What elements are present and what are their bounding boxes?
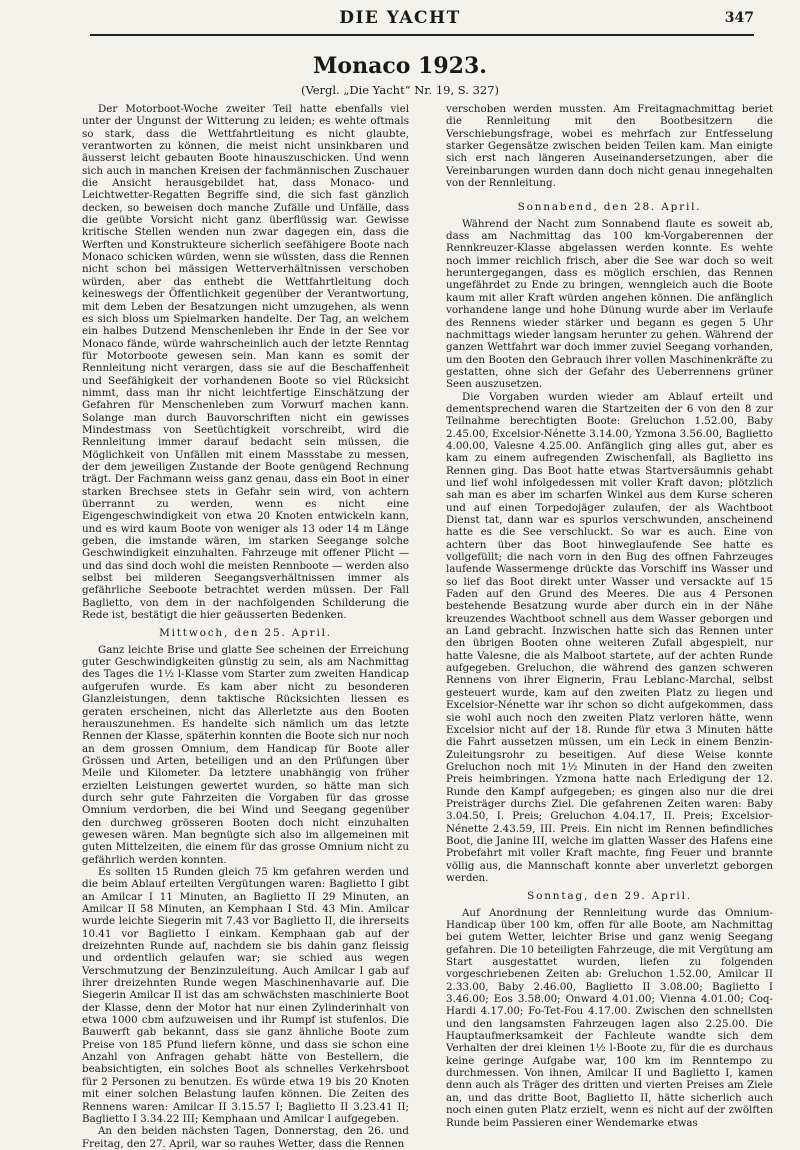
paragraph: Auf Anordnung der Rennleitung wurde das Omnium-Handicap über 100 km, offen für alle Boote, am Nachmittag bei gutem Wetter, leichter Brise und ganz wenig Seegang gefahren. Die 10 beteiligten Fahrzeuge, die mit Vergütung am Start ausgestattet wurden, liefen zu folgenden vorgeschriebenen Zeiten ab: Greluchon 1.52.00, Amilcar II 2.33.00, Baby 2.46.00, Baglietto II 3.08.00; Baglietto I 3.46.00; Eos 3.58.00; Onward 4.01.00; Vienna 4.01.00; Coq-Hardi 4.17.00; Fo-Tet-Fou 4.17.00. Zwischen den schnellsten und den langsamsten Fahrzeugen lagen also 2.25.00. Die Hauptaufmerksamkeit der Fachleute wandte sich dem Verhalten der drei kleinen 1½ l-Boote zu, für die es durchaus keine geringe Aufgabe war, 100 km im Renntempo zu durchmessen. Von ihnen, Amilcar II und Baglietto I, kamen denn auch als Träger des dritten und vierten Preises am Ziele an, und das dritte Boot, Baglietto II, hätte sicherlich auch noch einen guten Platz erzielt, wenn es nicht auf der zwölften Runde beim Passieren einer Wendemarke etwas: [446, 906, 773, 1129]
paragraph: An den beiden nächsten Tagen, Donnerstag, den 26. und Freitag, den 27. April, war so rauhes Wetter, dass die Rennen: [82, 1125, 409, 1150]
paragraph: Die Vorgaben wurden wieder am Ablauf erteilt und dementsprechend waren die Startzeiten der 6 von den 8 zur Teilnahme berechtigten Boote: Greluchon 1.52.00, Baby 2.45.00, Excelsior-Nénette 3.14.00, Yzmona 3.56.00, Baglietto 4.00.00, Valesne 4.25.00. Anfänglich ging alles gut, aber es kam zu einem aufregenden Zwischenfall, als Baglietto ins Rennen ging. Das Boot hatte etwas Startversäumnis gehabt und lief wohl infolgedessen mit voller Kraft davon; plötzlich sah man es aber im scharfen Winkel aus dem Kurse scheren und auf einen Torpedojäger zulaufen, der als Wachtboot Dienst tat, dann war es spurlos verschwunden, anscheinend hatte es die See verschluckt. So war es auch. Eine von achtern über das Boot hinweglaufende See hatte es vollgefüllt; die nach vorn in den Bug des offnen Fahrzeuges laufende Wassermenge drückte das Vorschiff ins Wasser und so lief das Boot direkt unter Wasser und versackte auf 15 Faden auf den Grund des Meeres. Die aus 4 Personen bestehende Besatzung wurde aber durch ein in der Nähe kreuzendes Wachtboot schnell aus dem Wasser geborgen und an Land gebracht. Inzwischen hatte sich das Rennen unter den übrigen Booten ohne weiteren Zufall abgespielt, nur hatte Valesne, die als Malboot startete, auf der achten Runde aufgegeben. Greluchon, die während des ganzen schweren Rennens von ihrer Eignerin, Frau Leblanc-Marchal, selbst gesteuert wurde, kam auf den zweiten Platz zu liegen und Excelsior-Nénette war ihr schon so dicht aufgekommen, dass sie wohl auch noch den zweiten Platz verloren hätte, wenn Excelsior nicht auf der 18. Runde für etwa 3 Minuten hätte die Fahrt aussetzen müssen, um ein Leck in einem Benzin-Zuleitungsrohr zu beseitigen. Auf diese Weise konnte Greluchon noch mit 1½ Minuten in der Hand den zweiten Preis heimbringen. Yzmona hatte nach Erledigung der 12. Runde den Kampf aufgegeben; es gingen also nur die drei Preisträger durchs Ziel. Die gefahrenen Zeiten waren: Baby 3.04.50, I. Preis; Greluchon 4.04.17, II. Preis; Excelsior-Nénette 2.43.59, III. Preis. Ein nicht im Rennen befindliches Boot, die Janine III, welche im glatten Wasser des Hafens eine Probefahrt mit voller Kraft machte, fing Feuer und brannte völlig aus, die Mannschaft konnte aber unverletzt geborgen werden.: [446, 390, 773, 884]
right-column: [446, 103, 773, 1129]
left-column: [82, 103, 409, 1150]
section-heading-wednesday: Mittwoch, den 25. April.: [159, 627, 332, 640]
continued-paragraph: verschoben werden mussten. Am Freitagnachmittag beriet die Rennleitung mit den Bootbesitzern die Verschiebungsfrage, wobei es mehrfach zur Entfesselung starker Gegensätze zwischen beiden Teilen kam. Man einigte sich erst nach längeren Auseinandersetzungen, aber die Vereinbarungen wurden dann doch nicht genau innegehalten von der Rennleitung.: [446, 103, 773, 190]
intro-paragraph: Der Motorboot-Woche zweiter Teil hatte ebenfalls viel unter der Ungunst der Witterung zu leiden; es wehte oftmals so stark, dass die Wettfahrtleitung es nicht glaubte, verantworten zu können, die meist nicht unsinkbaren und äusserst leicht gebauten Boote hinauszuschicken. Und wenn sich auch in manchen Kreisen der fachmännischen Zuschauer die Ansicht herausgebildet hat, dass Monaco- und Leichtwetter-Regatten Begriffe sind, die sich fast gänzlich decken, so beweisen doch manche Zufälle und Unfälle, dass die geübte Vorsicht nicht ganz überflüssig war. Gewisse kritische Stellen wenden nun zwar dagegen ein, dass die Werften und Konstrukteure sicherlich seefähigere Boote nach Monaco schicken würden, wenn sie wüssten, dass die Rennen nicht schon bei mässigen Wetterverhältnissen verschoben würden, aber das enthebt die Wettfahrtleitung doch keineswegs der Öffentlichkeit gegenüber der Verantwortung, mit dem Leben der Besatzungen nicht umzugehen, als wenn es sich bloss um Spielmarken handelte. Der Tag, an welchem ein halbes Dutzend Menschenleben ihr Ende in der See vor Monaco fände, würde wahrscheinlich auch der letzte Renntag für Motorboote gewesen sein. Man kann es somit der Rennleitung nicht verargen, dass sie auf die Beschaffenheit und Seefähigkeit der vorhandenen Boote so viel Rücksicht nimmt, dass man ihr nicht leichtfertige Einschätzung der Gefahren für Menschenleben zum Vorwurf machen kann. Solange man durch Bauvorschriften nicht ein gewisses Mindestmass von Seetüchtigkeit vorschreibt, wird die Rennleitung immer darauf bedacht sein müssen, die Möglichkeit von Unfällen mit einem Massstabe zu messen, der dem jeweiligen Zustande der Boote genügend Rechnung trägt. Der Fachmann weiss ganz genau, dass ein Boot in einer starken Brechsee stets in Gefahr sein wird, von achtern überrannt zu werden, wenn es nicht eine Eigengeschwindigkeit von etwa 20 Knoten entwickeln kann, und es wird kaum Boote von weniger als 13 oder 14 m Länge geben, die imstande wären, im starken Seegange solche Geschwindigkeit einzuhalten. Fahrzeuge mit offener Plicht — und das sind doch wohl die meisten Rennboote — werden also selbst bei milderen Seegangsverhältnissen immer als gefährliche Seeboote betrachtet werden müssen. Der Fall Baglietto, von dem in der nachfolgenden Schilderung die Rede ist, bestätigt die hier geäusserten Bedenken.: [82, 103, 409, 622]
header-rule: [90, 34, 754, 36]
paragraph: Es sollten 15 Runden gleich 75 km gefahren werden und die beim Ablauf erteilten Vergütungen waren: Baglietto I gibt an Amilcar I 11 Minuten, an Baglietto II 29 Minuten, an Amilcar II 58 Minuten, an Kemphaan I Std. 43 Min. Amilcar wurde leichte Siegerin mit 7.43 vor Baglietto II, die ihrerseits 10.41 vor Baglietto I einkam. Kemphaan gab auf der dreizehnten Runde auf, nachdem sie bis dahin ganz fleissig und ordentlich gelaufen war; sie schied aus wegen Verschmutzung der Benzinzuleitung. Auch Amilcar I gab auf ihrer dreizehnten Runde wegen Maschinenhavarie auf. Die Siegerin Amilcar II ist das am schwächsten maschinierte Boot der Klasse, denn der Motor hat nur einen Zylinderinhalt von etwa 1000 cbm aufzuweisen und ihr Rumpf ist stufenlos. Die Bauwerft gab bekannt, dass sie ganz ähnliche Boote zum Preise von 185 Pfund liefern könne, und dass sie schon eine Anzahl von Anfragen gehabt hätte von Bestellern, die beabsichtigten, ein solches Boot als schnelles Verkehrsboot für 2 Personen zu benutzen. Es würde etwa 19 bis 20 Knoten mit einer solchen Belastung laufen können. Die Zeiten des Rennens waren: Amilcar II 3.15.57 I; Baglietto II 3.23.41 II; Baglietto I 3.34.22 III; Kemphaan und Amilcar I aufgegeben.: [82, 865, 409, 1125]
paragraph: Ganz leichte Brise und glatte See scheinen der Erreichung guter Geschwindigkeiten günstig zu sein, als am Nachmittag des Tages die 1½ l-Klasse vom Starter zum zweiten Handicap aufgerufen wurde. Es kam aber nicht zu besonderen Glanzleistungen, denn taktische Rücksichten liessen es geraten erscheinen, nicht das Allerletzte aus den Booten herauszunehmen. Es handelte sich nämlich um das letzte Rennen der Klasse, späterhin konnten die Boote sich nur noch an dem grossen Omnium, dem Handicap für Boote aller Grössen und Arten, beteiligen und an den Prüfungen über Meile und Kilometer. Da letztere unabhängig von früher erzielten Leistungen gewertet wurden, so hätte man sich durch sehr gute Fahrzeiten die Vorgaben für das grosse Omnium verdorben, die bei Wind und Seegang gegenüber den durchweg grösseren Booten doch nicht einzuhalten gewesen wären. Man begnügte sich also im allgemeinen mit guten Mittelzeiten, die einem für das grosse Omnium nicht zu gefährlich werden konnten.: [82, 643, 409, 866]
section-heading-sunday: Sonntag, den 29. April.: [527, 890, 692, 903]
article-title: Monaco 1923.: [313, 53, 487, 79]
page-number: 347: [724, 10, 754, 26]
running-title: DIE YACHT: [339, 8, 461, 28]
paragraph: Während der Nacht zum Sonnabend flaute es soweit ab, dass am Nachmittag das 100 km-Vorgaberennen der Rennkreuzer-Klasse abgelassen werden konnte. Es wehte noch immer reichlich frisch, aber die See war doch so weit heruntergegangen, dass es möglich erschien, das Rennen ungefährdet zu Ende zu bringen, wenngleich auch die Boote kaum mit aller Kraft würden angehen können. Die anfänglich vorhandene lange und hohe Dünung wurde aber im Verlaufe des Rennens wieder stärker und begann es gegen 5 Uhr nachmittags wieder langsam herunter zu gehen. Während der ganzen Wettfahrt war doch immer zuviel Seegang vorhanden, um den Booten den Gebrauch ihrer vollen Maschinenkräfte zu gestatten, ohne sich der Gefahr des Ueberrennens grüner Seen auszusetzen.: [446, 217, 773, 391]
section-heading-saturday: Sonnabend, den 28. April.: [517, 201, 702, 214]
article-reference: (Vergl. „Die Yacht“ Nr. 19, S. 327): [300, 83, 500, 97]
